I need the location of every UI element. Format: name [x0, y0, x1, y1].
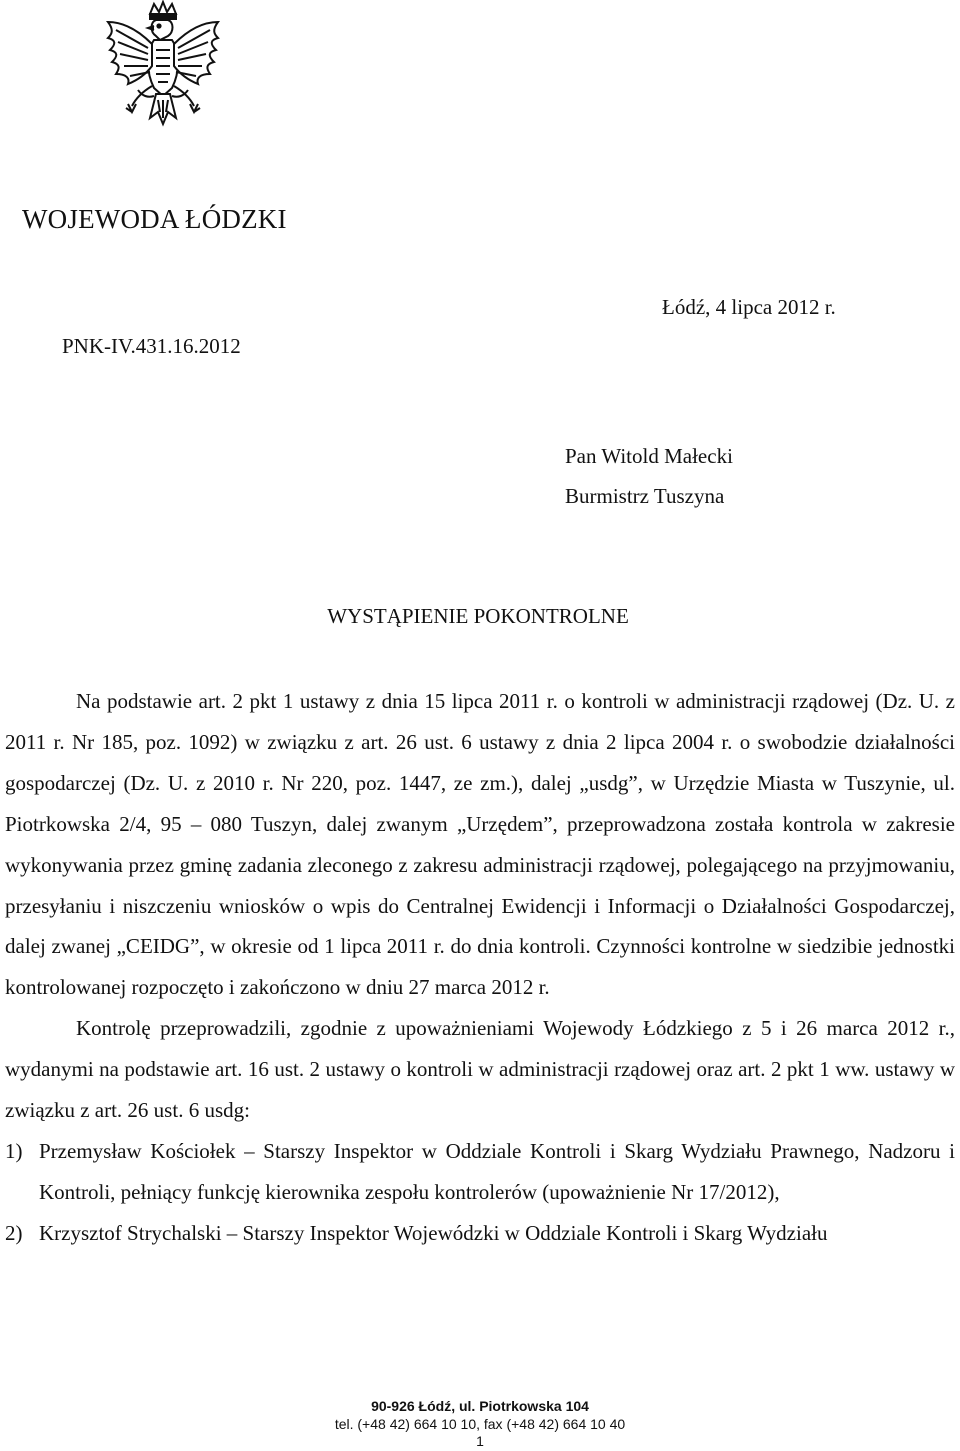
issuer-title: WOJEWODA ŁÓDZKI — [22, 204, 287, 234]
inspector-item — [5, 1131, 955, 1213]
inspector-text: Przemysław Kościołek – Starszy Inspektor w Oddziale Kontroli i Skarg Wydziału Prawnego, Nadzoru i Kontroli, pełniący funkcję kierownika zespołu kontrolerów (upoważnienie Nr 17/2012), — [39, 1138, 955, 1204]
document-title-text: WYSTĄPIENIE POKONTROLNE — [327, 604, 629, 628]
inspector-number: 2) — [5, 1220, 23, 1245]
addressee-position: Burmistrz Tuszyna — [565, 484, 725, 508]
reference-number: PNK-IV.431.16.2012 — [62, 334, 241, 358]
paragraph-inspectors: Kontrolę przeprowadzili, zgodnie z upoważnieniami Wojewody Łódzkiego z 5 i 26 marca 2012 r., wydanymi na podstawie art. 16 ust. 2 ustawy o kontroli w administracji rządowej oraz art. 2 pkt 1 ww. ustawy w związku z art. 26 ust. 6 usdg: — [5, 1016, 955, 1123]
footer-contact: tel. (+48 42) 664 10 10, fax (+48 42) 664 10 40 — [334, 1415, 626, 1432]
document-body — [5, 681, 955, 1254]
page-footer — [0, 1398, 960, 1451]
inspector-item — [5, 1213, 955, 1254]
footer-address: 90-926 Łódź, ul. Piotrkowska 104 — [371, 1398, 589, 1414]
eagle-emblem-icon — [98, 0, 228, 150]
paragraph-legal-basis: Na podstawie art. 2 pkt 1 ustawy z dnia 15 lipca 2011 r. o kontroli w administracji rządowej (Dz. U. z 2011 r. Nr 185, poz. 1092) w związku z art. 26 ust. 6 ustawy z dnia 2 lipca 2004 r. o swobodzie działalności gospodarczej (Dz. U. z 2010 r. Nr 220, poz. 1447, ze zm.), dalej „usdg”, w Urzędzie Miasta w Tuszynie, ul. Piotrkowska 2/4, 95 – 080 Tuszyn, dalej zwanym „Urzędem”, przeprowadzona została kontrola w zakresie wykonywania przez gminę zadania zleconego z zakresu administracji rządowej, polegającego na przyjmowaniu, przesyłaniu i niszczeniu wniosków o wpis do Centralnej Ewidencji i Informacji o Działalności Gospodarczej, dalej zwanej „CEIDG”, w okresie od 1 lipca 2011 r. do dnia kontroli. Czynności kontrolne w siedzibie jednostki kontrolowanej rozpoczęto i zakończono w dniu 27 marca 2012 r. — [5, 689, 955, 1000]
addressee-name: Pan Witold Małecki — [565, 444, 733, 468]
place-date: Łódź, 4 lipca 2012 r. — [662, 295, 836, 319]
document-title — [0, 604, 960, 629]
inspector-number: 1) — [5, 1138, 23, 1163]
inspector-text: Krzysztof Strychalski – Starszy Inspektor Wojewódzki w Oddziale Kontroli i Skarg Wydziału — [39, 1220, 828, 1245]
page-number: 1 — [476, 1433, 484, 1449]
